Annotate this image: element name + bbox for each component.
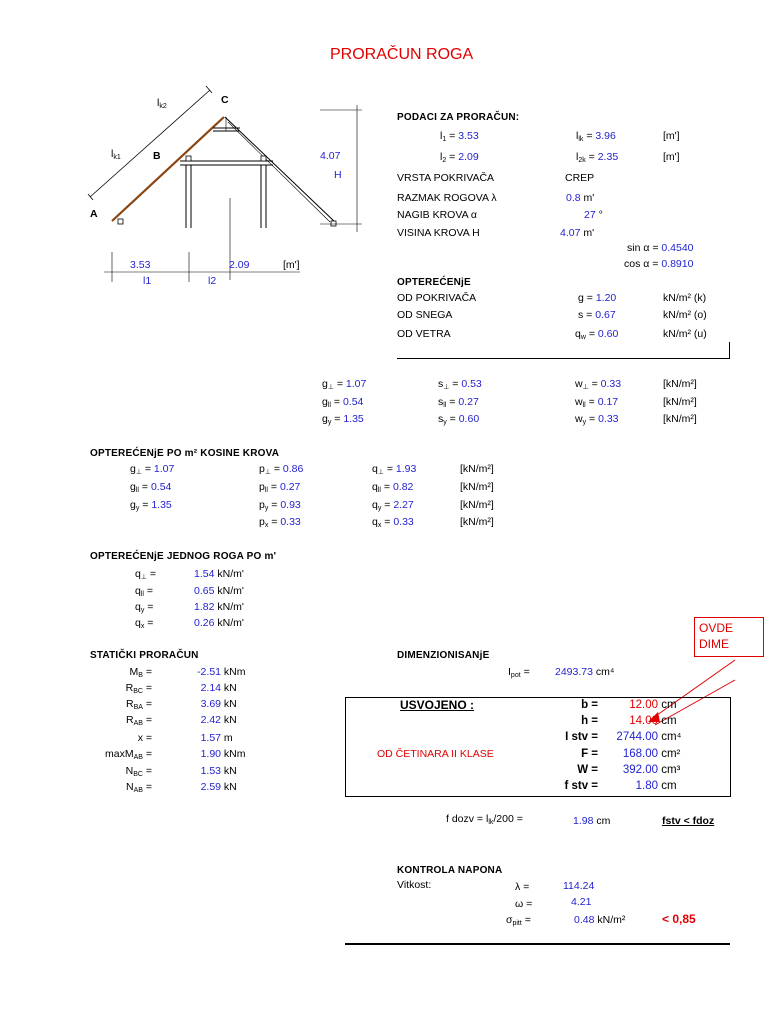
point-c: C — [221, 94, 229, 106]
unit-1: [m'] — [663, 130, 680, 142]
op-row-0-value: g = 1.20 — [578, 292, 617, 304]
l2-dim-label: l2 — [208, 275, 217, 287]
razmak-label: RAZMAK ROGOVA λ — [397, 192, 497, 204]
rog-row-1: $q_{ll}$ = — [135, 585, 154, 598]
height-value: 4.07 — [320, 150, 341, 162]
w-perp: $w_\perp = 0.33$ — [575, 378, 622, 391]
staticki-row-value: 2.59 kN — [200, 781, 237, 793]
kontrola-header: KONTROLA NAPONA — [397, 865, 503, 876]
sigma-label: $\sigma_{pitt}$ = — [506, 914, 531, 927]
dimenz-row-value: 392.00 cm³ — [622, 764, 681, 776]
staticki-row-label: $N_{AB}$ = — [126, 781, 152, 794]
rog-row-2-val: 1.82 kN/m' — [194, 601, 244, 613]
staticki-row-value: 1.90 kNm — [200, 748, 246, 760]
height-label: H — [334, 169, 342, 181]
kos-p-3: $p_x = 0.33$ — [259, 516, 301, 529]
point-b: B — [153, 150, 161, 162]
op-row-0-unit: kN/m² (k) — [663, 292, 707, 304]
dimenz-header: DIMENZIONISANjE — [397, 650, 490, 661]
sin-alpha: sin α = 0.4540 — [627, 242, 694, 254]
rog-row-2: $q_y$ = — [135, 601, 154, 614]
staticki-row-value: 1.53 kN — [200, 765, 237, 777]
staticki-row-label: $N_{BC}$ = — [125, 765, 152, 778]
usvojeno-label: USVOJENO : — [400, 698, 475, 712]
l2-row: $l_2 = 2.09$ — [440, 151, 479, 164]
rog-header: OPTEREĆENjE JEDNOG ROGA PO m' — [90, 551, 277, 562]
vitkost-label: Vitkost: — [397, 879, 432, 891]
kos-unit-1: [kN/m²] — [460, 481, 494, 493]
vrsta-value: CREP — [565, 172, 595, 184]
fdoz-label: f dozv = $l_{lk}/200$ = — [446, 813, 523, 826]
l1-row: $l_1 = 3.53$ — [440, 130, 479, 143]
sigma-check: < 0,85 — [662, 912, 696, 926]
rog-row-3: $q_x$ = — [135, 617, 154, 630]
material-label: OD ČETINARA II KLASE — [377, 748, 494, 760]
lk1-label: $l_{k1}$ — [111, 148, 121, 161]
dimenz-row-label: f stv = — [564, 780, 598, 792]
opterecenje-header: OPTEREĆENjE — [397, 277, 471, 288]
razmak-value: 0.8 m' — [566, 192, 595, 204]
dimenz-row-value: 12.00 cm — [629, 699, 677, 711]
dimenz-row-value: 168.00 cm² — [622, 748, 681, 760]
podaci-header: PODACI ZA PRORAČUN: — [397, 112, 520, 123]
nagib-value: 27 ° — [584, 209, 603, 221]
note-box: OVDE DIME — [694, 617, 764, 657]
unit-2: [m'] — [663, 151, 680, 163]
kos-g-0: $g_\perp = 1.07$ — [130, 463, 175, 476]
dimenz-row-label: W = — [577, 764, 598, 776]
staticki-row-value: 3.69 kN — [200, 698, 237, 710]
f-check: fstv < fdoz — [662, 815, 715, 827]
fdoz-value: 1.98 cm — [573, 815, 611, 827]
dimenz-row-label: b = — [581, 699, 598, 711]
w-par: $w_{ll} = 0.17$ — [575, 396, 619, 409]
omega-label: ω = — [515, 898, 533, 910]
s-par: $s_{ll} = 0.27$ — [438, 396, 479, 409]
dimenz-row-value: 1.80 cm — [635, 780, 677, 792]
rog-row-3-val: 0.26 kN/m' — [194, 617, 244, 629]
dim-unit: [m'] — [283, 259, 300, 271]
divider-tick — [729, 342, 730, 359]
staticki-row-value: -2.51 kNm — [197, 666, 246, 678]
kos-p-0: $p_\perp = 0.86$ — [259, 463, 304, 476]
lambda-value: 114.24 — [563, 880, 595, 892]
l1-dim-value: 3.53 — [130, 259, 151, 271]
lk1-row: $l_{lk} = 3.96$ — [576, 130, 616, 143]
divider — [397, 358, 730, 359]
staticki-header: STATIČKI PRORAČUN — [90, 650, 199, 661]
l2-dim-value: 2.09 — [229, 259, 250, 271]
op-row-2-unit: kN/m² (u) — [663, 328, 707, 340]
rog-row-1-val: 0.65 kN/m' — [194, 585, 244, 597]
lambda-label: λ = — [515, 881, 530, 893]
w-y: $w_y = 0.33$ — [575, 413, 619, 426]
ipot-label: $I_{pot}$ = — [508, 666, 530, 679]
staticki-row-value: 1.57 m — [200, 732, 233, 744]
staticki-row-label: $R_{BC}$ = — [125, 682, 152, 695]
dimenz-row-value: 14.00 cm — [629, 715, 677, 727]
kos-q-0: $q_\perp = 1.93$ — [372, 463, 417, 476]
kos-q-3: $q_x = 0.33$ — [372, 516, 414, 529]
s-y: $s_y = 0.60$ — [438, 413, 480, 426]
kos-g-2: $g_y = 1.35$ — [130, 499, 172, 512]
dimenz-row-value: 2744.00 cm⁴ — [616, 731, 682, 743]
kos-unit-2: [kN/m²] — [460, 499, 494, 511]
g-perp: $g_\perp = 1.07$ — [322, 378, 367, 391]
rog-row-0: $q_\perp$ = — [135, 568, 157, 581]
op-row-0-label: OD POKRIVAČA — [397, 292, 477, 304]
kos-p-2: $p_y = 0.93$ — [259, 499, 301, 512]
comp-unit-0: [kN/m²] — [663, 378, 697, 390]
visina-value: 4.07 m' — [560, 227, 595, 239]
staticki-row-label: x = — [137, 732, 152, 744]
dimenz-row-label: h = — [581, 715, 598, 727]
page-title: PRORAČUN ROGA — [330, 46, 474, 63]
ipot-value: 2493.73 cm⁴ — [555, 666, 615, 678]
comp-unit-1: [kN/m²] — [663, 396, 697, 408]
nagib-label: NAGIB KROVA α — [397, 209, 477, 221]
g-y: $g_y = 1.35$ — [322, 413, 364, 426]
point-a: A — [90, 208, 98, 220]
staticki-row-value: 2.14 kN — [200, 682, 237, 694]
kos-unit-0: [kN/m²] — [460, 463, 494, 475]
op-row-1-unit: kN/m² (o) — [663, 309, 707, 321]
kos-q-2: $q_y = 2.27$ — [372, 499, 414, 512]
op-row-2-value: $q_w = 0.60$ — [575, 328, 619, 341]
bottom-rule — [345, 943, 730, 945]
comp-unit-2: [kN/m²] — [663, 413, 697, 425]
g-par: $g_{ll} = 0.54$ — [322, 396, 364, 409]
kos-g-1: $g_{ll} = 0.54$ — [130, 481, 172, 494]
lk2-label: $l_{k2}$ — [157, 97, 167, 110]
s-perp: $s_\perp = 0.53$ — [438, 378, 482, 391]
sigma-value: 0.48 kN/m² — [574, 914, 626, 926]
dimenz-row-label: I stv = — [565, 731, 598, 743]
staticki-row-label: maxM$_{AB}$ = — [105, 748, 152, 761]
l1-dim-label: l1 — [143, 275, 152, 287]
op-row-1-value: s = 0.67 — [578, 309, 616, 321]
omega-value: 4.21 — [571, 896, 592, 908]
vrsta-label: VRSTA POKRIVAČA — [397, 172, 495, 184]
visina-label: VISINA KROVA H — [397, 227, 480, 239]
lk2-row: $l_{2k} = 2.35$ — [576, 151, 619, 164]
cos-alpha: cos α = 0.8910 — [624, 258, 694, 270]
op-row-2-label: OD VETRA — [397, 328, 451, 340]
kos-p-1: $p_{ll} = 0.27$ — [259, 481, 301, 494]
staticki-row-value: 2.42 kN — [200, 714, 237, 726]
staticki-row-label: $R_{AB}$ = — [126, 714, 152, 727]
kos-q-1: $q_{ll} = 0.82$ — [372, 481, 414, 494]
staticki-row-label: $M_B$ = — [129, 666, 152, 679]
kos-unit-3: [kN/m²] — [460, 516, 494, 528]
staticki-row-label: $R_{BA}$ = — [126, 698, 152, 711]
rog-row-0-val: 1.54 kN/m' — [194, 568, 244, 580]
op-row-1-label: OD SNEGA — [397, 309, 453, 321]
dimenz-row-label: F = — [581, 748, 598, 760]
kosina-header: OPTEREĆENjE PO m² KOSINE KROVA — [90, 448, 280, 459]
